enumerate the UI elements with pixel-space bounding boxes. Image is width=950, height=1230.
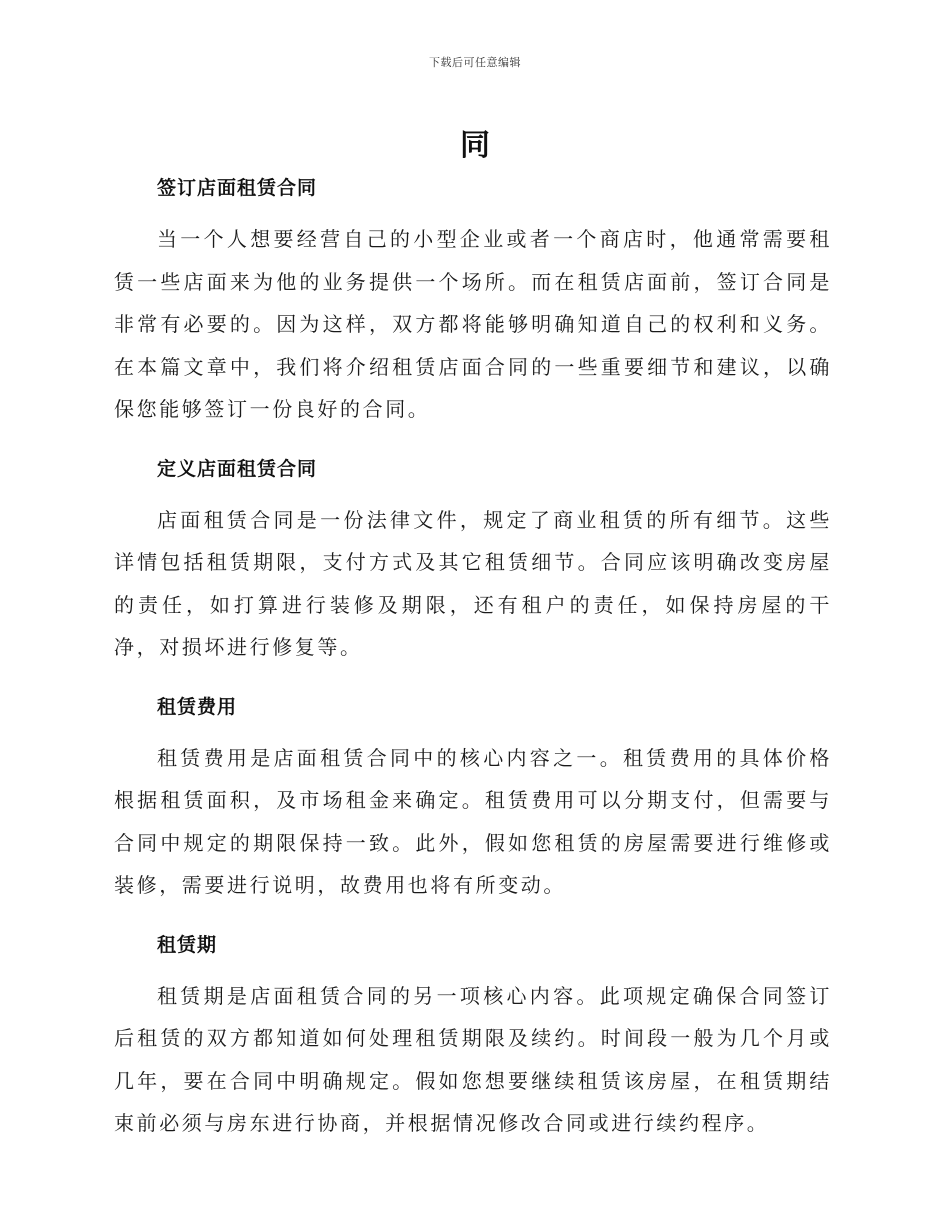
section-paragraph: 租赁费用是店面租赁合同中的核心内容之一。租赁费用的具体价格根据租赁面积，及市场租金来确定。租赁费用可以分期支付，但需要与合同中规定的期限保持一致。此外，假如您租赁的房屋需要进行维修或装修，需要进行说明，故费用也将有所变动。: [114, 745, 832, 897]
section-signing: [114, 170, 832, 451]
document-body: [114, 170, 832, 1145]
section-heading: 租赁期: [157, 933, 218, 956]
section-definition: [114, 451, 832, 689]
section-lease-term: [114, 927, 832, 1145]
section-paragraph: 租赁期是店面租赁合同的另一项核心内容。此项规定确保合同签订后租赁的双方都知道如何处理租赁期限及续约。时间段一般为几个月或几年，要在合同中明确规定。假如您想要继续租赁该房屋，在租赁期结束前必须与房东进行协商，并根据情况修改合同或进行续约程序。: [114, 983, 832, 1135]
section-heading: 签订店面租赁合同: [157, 177, 318, 199]
document-title: 同: [460, 128, 490, 163]
section-paragraph: 当一个人想要经营自己的小型企业或者一个商店时，他通常需要租赁一些店面来为他的业务提供一个场所。而在租赁店面前，签订合同是非常有必要的。因为这样，双方都将能够明确知道自己的权利和义务。在本篇文章中，我们将介绍租赁店面合同的一些重要细节和建议，以确保您能够签订一份良好的合同。: [114, 227, 832, 421]
section-heading: 定义店面租赁合同: [157, 457, 318, 480]
section-paragraph: 店面租赁合同是一份法律文件，规定了商业租赁的所有细节。这些详情包括租赁期限，支付方式及其它租赁细节。合同应该明确改变房屋的责任，如打算进行装修及期限，还有租户的责任，如保持房屋的干净，对损坏进行修复等。: [114, 507, 832, 659]
header-note: 下载后可任意编辑: [429, 56, 521, 69]
section-rent-fee: [114, 689, 832, 927]
section-heading: 租赁费用: [157, 695, 238, 718]
